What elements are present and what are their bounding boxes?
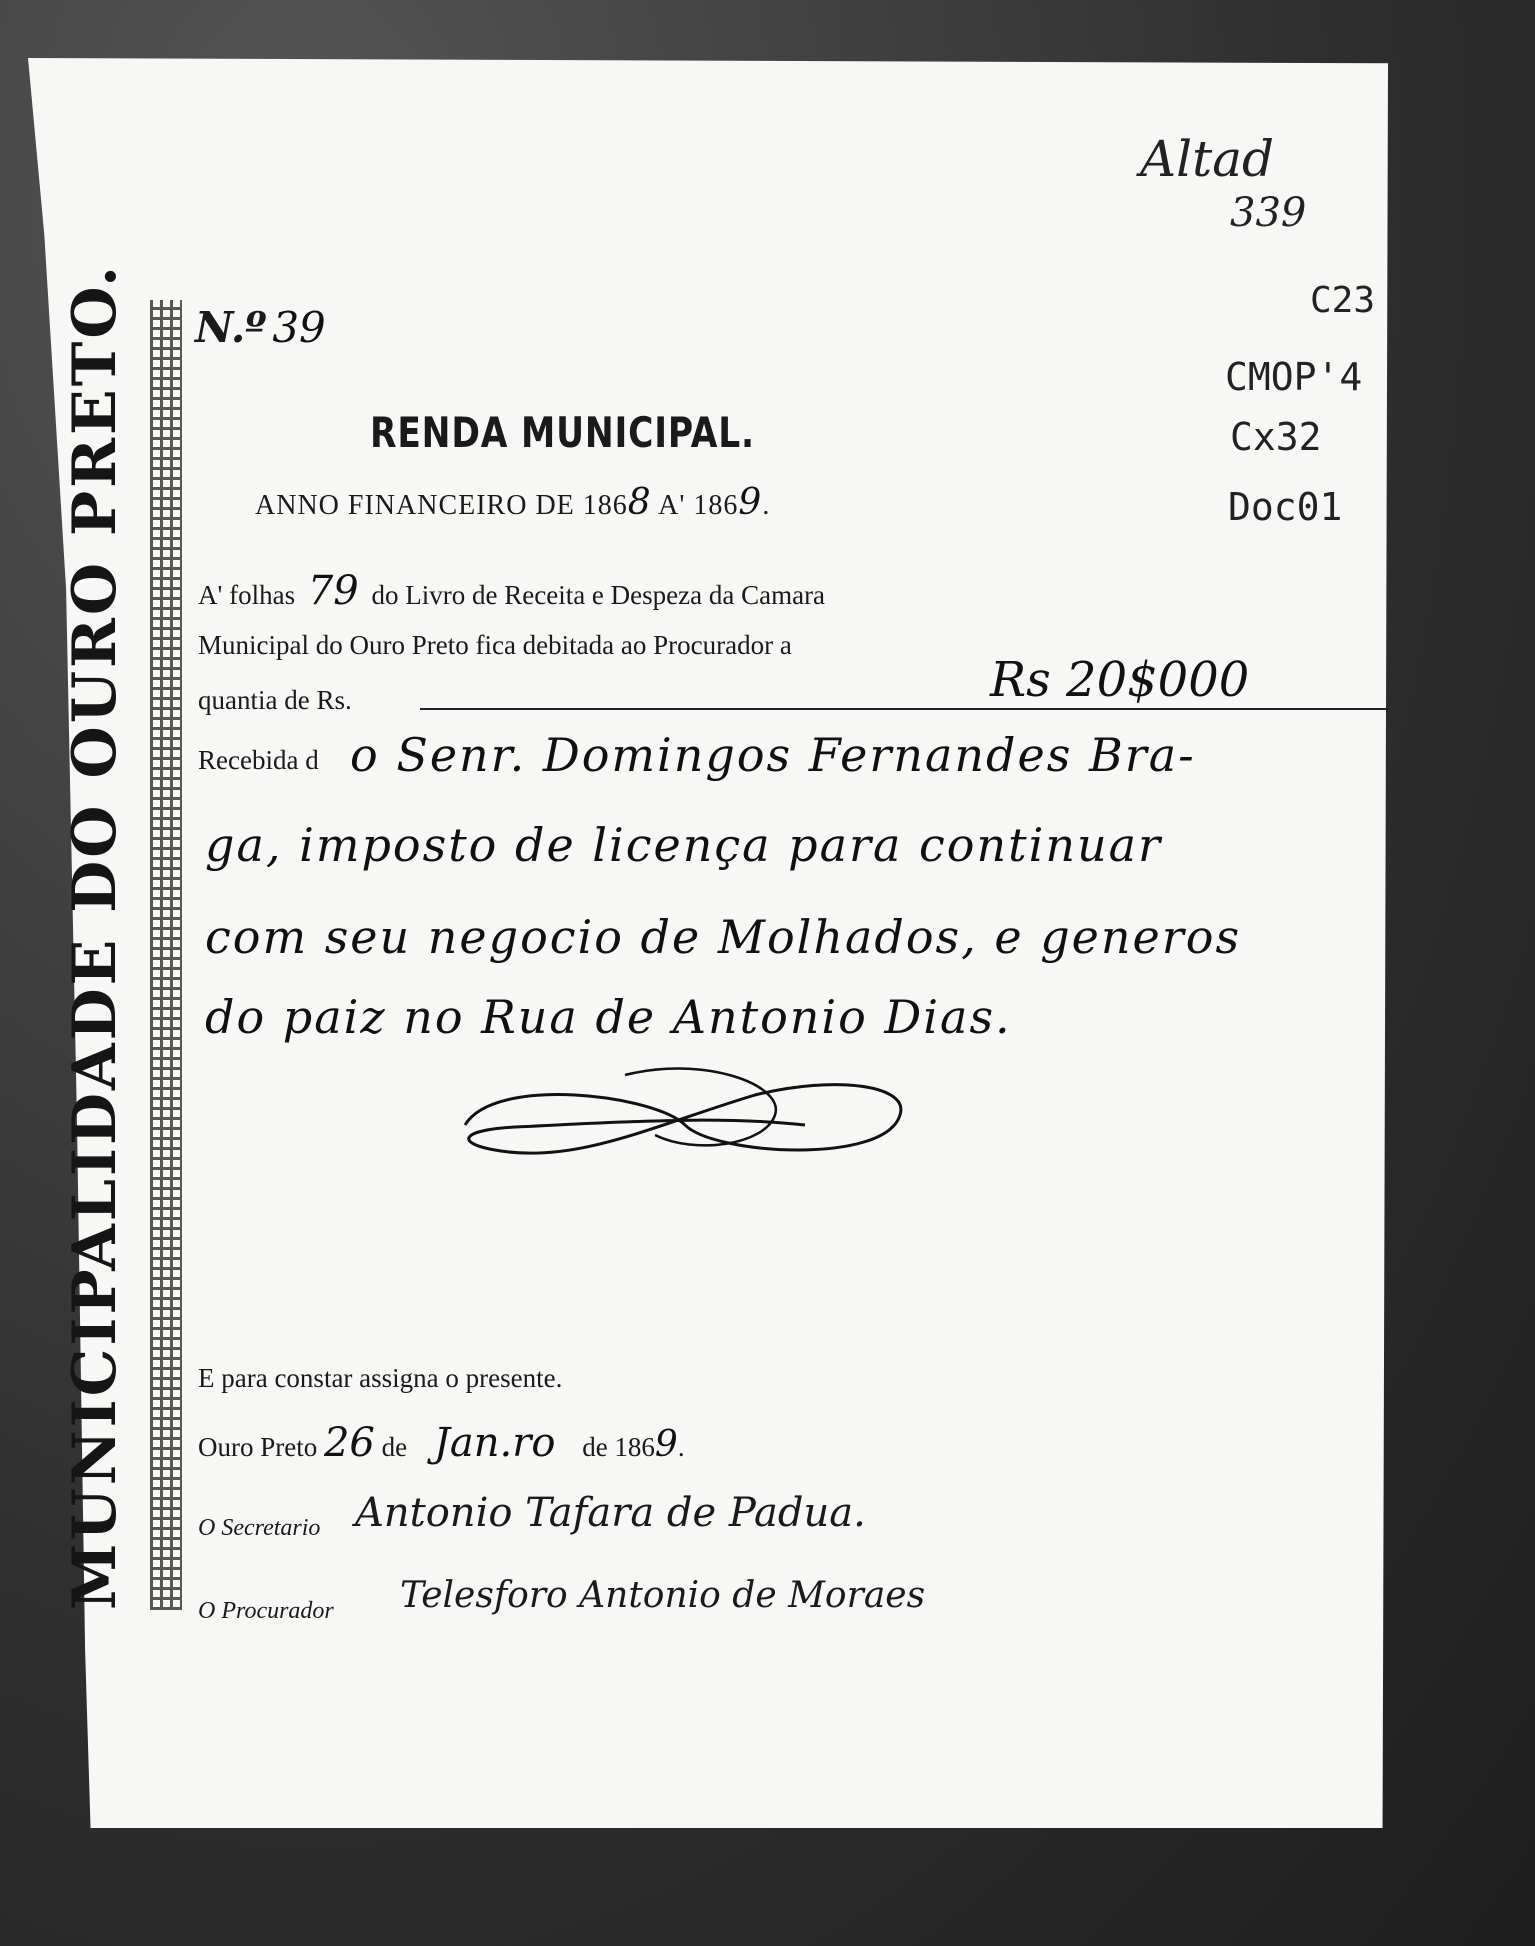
serial-number bbox=[195, 303, 326, 352]
body-line-quantia: quantia de Rs. bbox=[198, 685, 352, 715]
document-title: RENDA MUNICIPAL. bbox=[370, 408, 755, 457]
year-from: 8 bbox=[627, 482, 652, 523]
serial-prefix: N.º bbox=[195, 303, 267, 352]
month-handwritten: Jan.ro bbox=[433, 1420, 556, 1466]
handwritten-line-3: com seu negocio de Molhados, e generos bbox=[205, 910, 1242, 964]
year-handwritten: 9 bbox=[654, 1424, 678, 1465]
year-suffix: . bbox=[677, 1432, 685, 1462]
archive-note-5: Cx32 bbox=[1230, 415, 1322, 459]
secretario-label: O Secretario bbox=[198, 1515, 321, 1541]
archive-note-3: C23 bbox=[1310, 280, 1376, 321]
pen-flourish bbox=[455, 1055, 915, 1175]
year-mid: A' 186 bbox=[651, 490, 739, 521]
year-to: 9 bbox=[738, 482, 763, 523]
handwritten-line-2: ga, imposto de licença para continuar bbox=[205, 818, 1162, 872]
folhas-number: 79 bbox=[307, 568, 359, 614]
closing-line: E para constar assigna o presente. bbox=[198, 1363, 563, 1393]
year-end: . bbox=[762, 490, 771, 521]
handwritten-line-4: do paiz no Rua de Antonio Dias. bbox=[205, 990, 1012, 1044]
archive-note-4: CMOP'4 bbox=[1225, 355, 1363, 399]
folhas-text: do Livro de Receita e Despeza da Camara bbox=[371, 580, 826, 610]
place: Ouro Preto bbox=[198, 1432, 318, 1462]
amount-handwritten: Rs 20$000 bbox=[990, 652, 1250, 708]
amount-rule bbox=[420, 708, 1390, 710]
day-handwritten: 26 bbox=[323, 1420, 375, 1466]
municipality-stamp: MUNICIPALIDADE DO OURO PRETO. bbox=[60, 262, 130, 1610]
procurador-signature: Telesforo Antonio de Moraes bbox=[400, 1575, 926, 1616]
archive-note-6: Doc01 bbox=[1228, 485, 1343, 529]
body-line-folhas bbox=[198, 568, 825, 614]
procurador-label: O Procurador bbox=[198, 1598, 334, 1624]
de-1: de bbox=[381, 1432, 408, 1462]
date-line bbox=[198, 1420, 685, 1466]
recebida-label: Recebida d bbox=[198, 745, 319, 775]
body-line-municipal: Municipal do Ouro Preto fica debitada ao Procurador a bbox=[198, 630, 792, 660]
handwritten-line-1: o Senr. Domingos Fernandes Bra- bbox=[350, 728, 1196, 782]
archive-note-1: Altad bbox=[1140, 130, 1275, 188]
fiscal-year-line bbox=[255, 482, 770, 523]
decorative-border bbox=[150, 300, 182, 1610]
de-2: de 186 bbox=[582, 1432, 655, 1462]
year-prefix: ANNO FINANCEIRO DE 186 bbox=[255, 490, 628, 521]
serial-number-handwritten: 39 bbox=[272, 303, 326, 352]
folhas-label: A' folhas bbox=[198, 580, 296, 610]
archive-note-2: 339 bbox=[1230, 190, 1307, 236]
secretario-signature: Antonio Tafara de Padua. bbox=[355, 1490, 866, 1536]
